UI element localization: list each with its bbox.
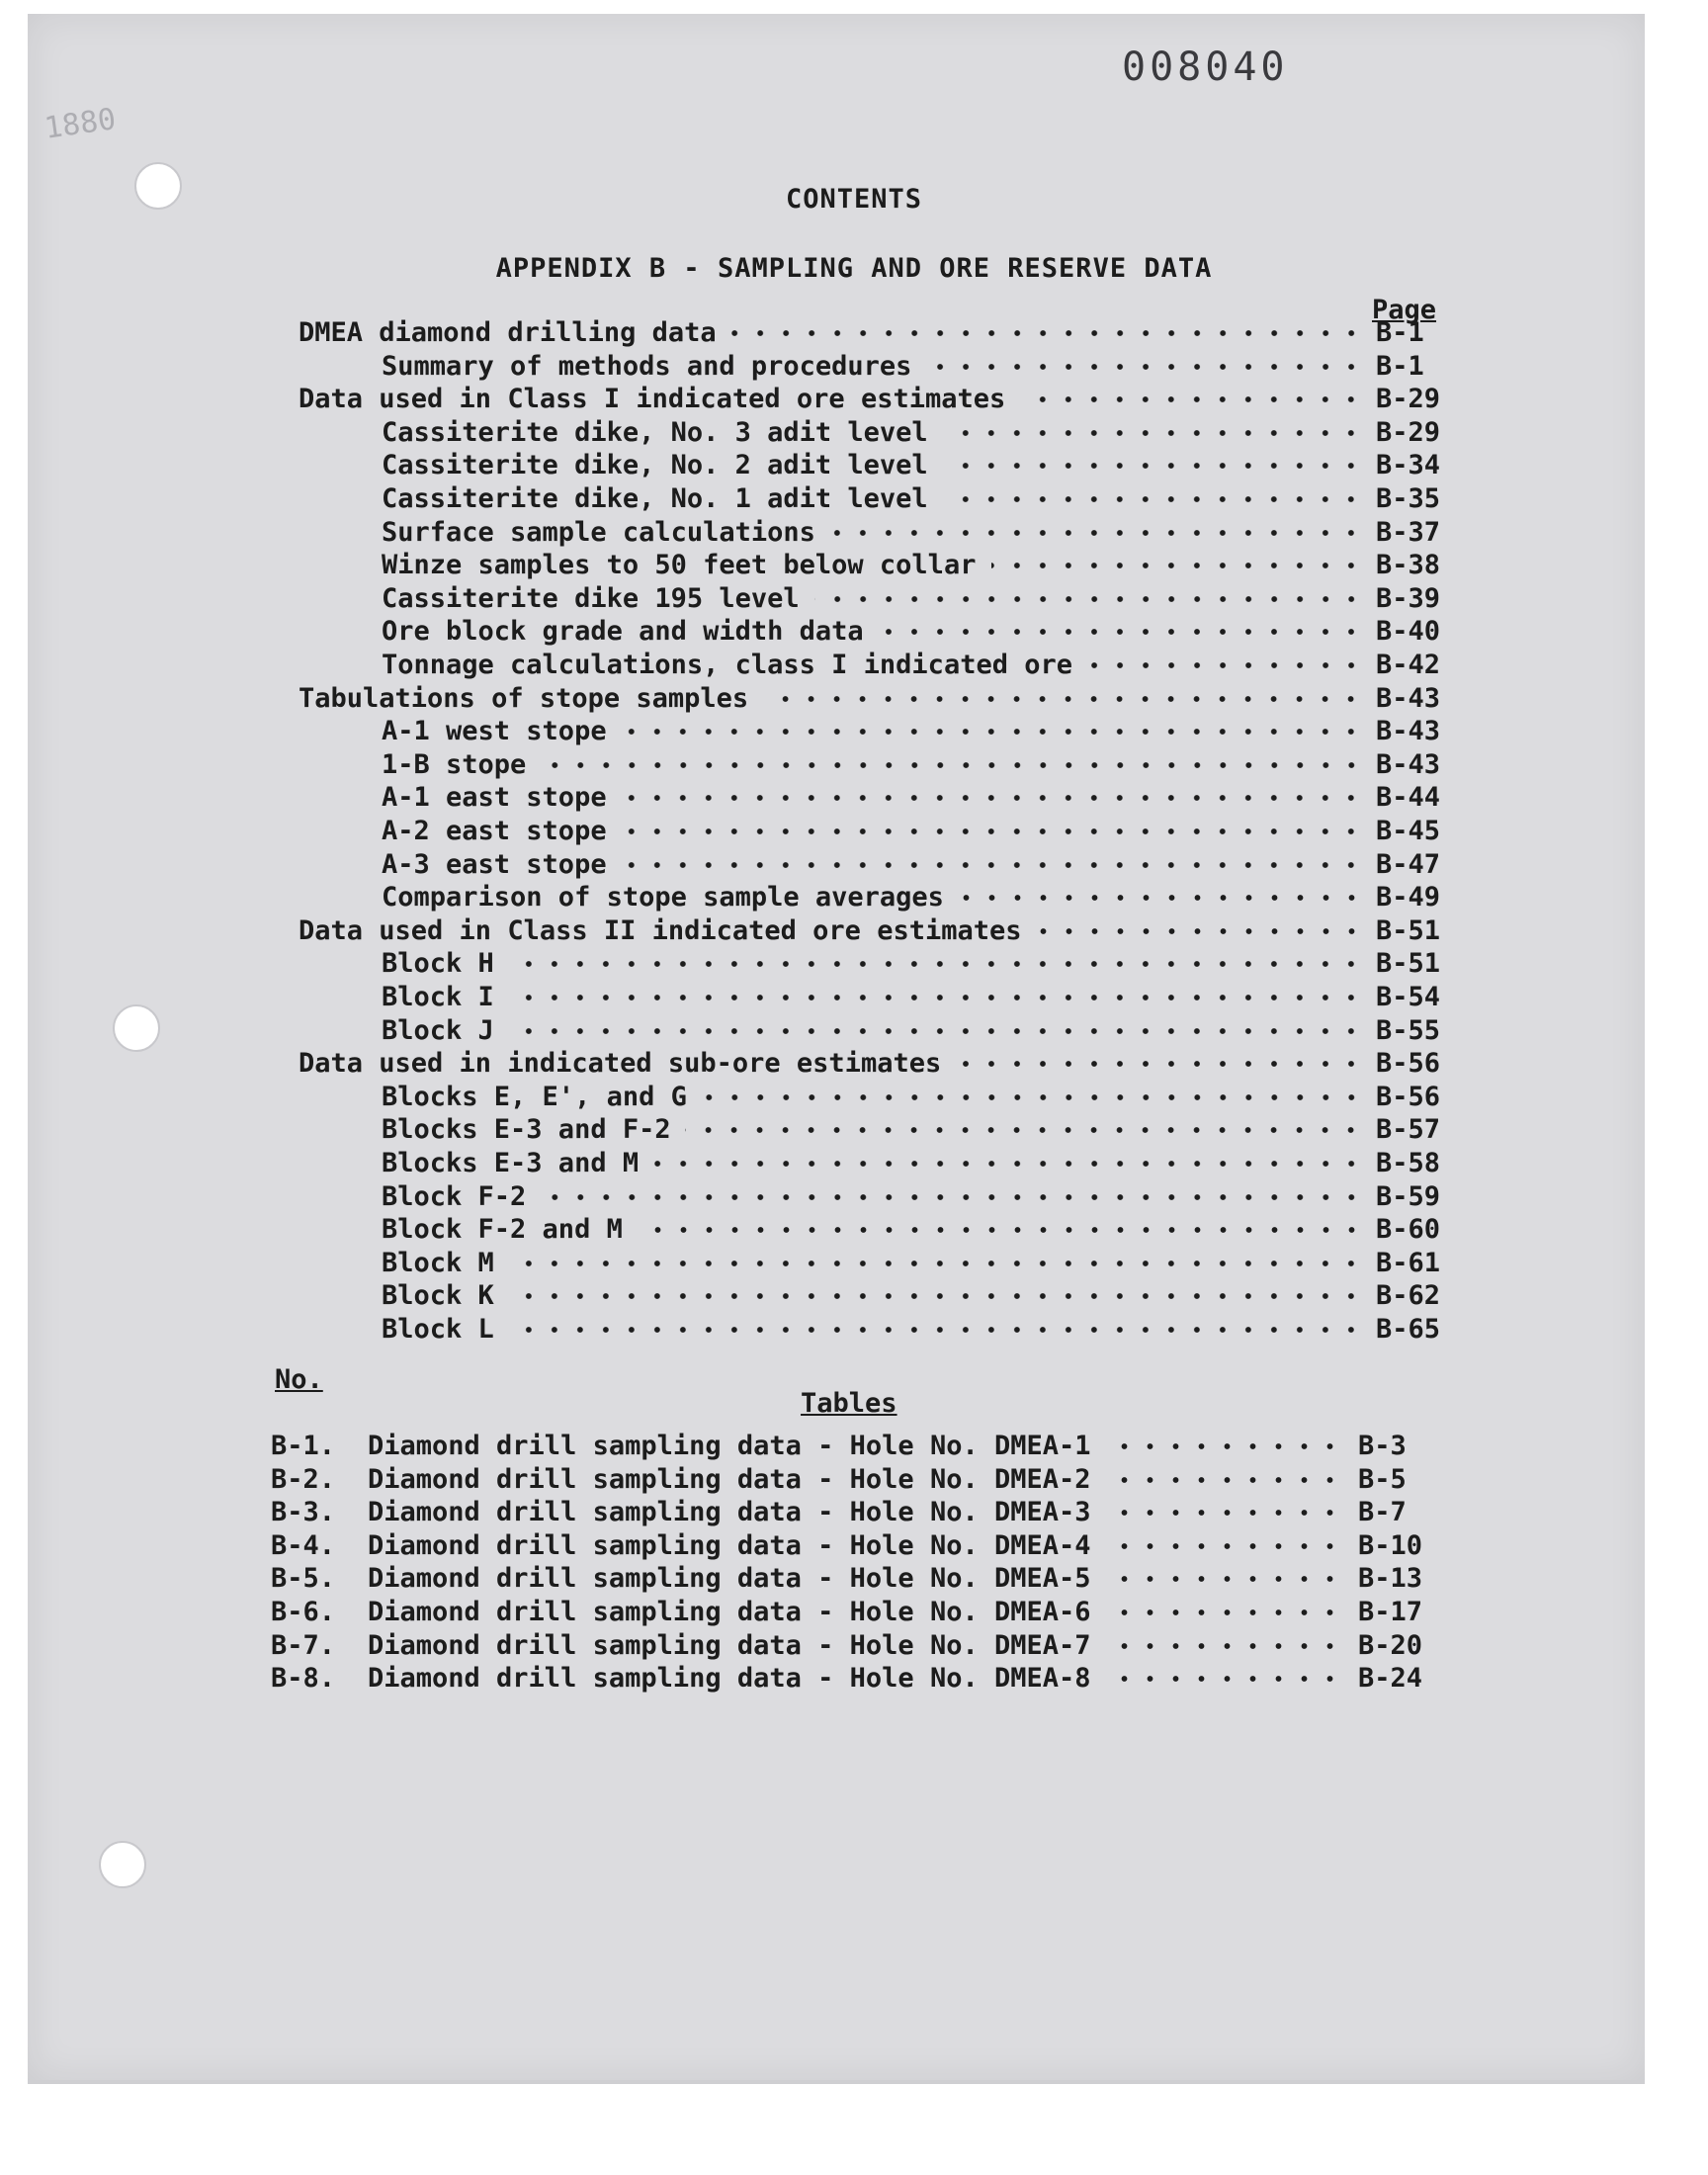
contents-row [382,748,1455,782]
table-entry-number: B-7. [271,1629,336,1661]
table-entry-number: B-4. [271,1529,336,1561]
contents-row [382,1213,1455,1247]
table-entry-row [271,1430,1437,1463]
contents-row [382,981,1455,1014]
contents-row [299,914,1455,948]
table-entry-row [271,1596,1437,1629]
contents-entry-page: B-37 [1376,516,1441,548]
dot-leader [927,350,1364,384]
table-entry-number: B-1. [271,1431,336,1461]
dot-leader [1113,1430,1343,1463]
contents-entry-page: B-65 [1376,1314,1441,1345]
dot-leader [1088,649,1364,682]
contents-entry-label: Cassiterite dike, No. 3 adit level [382,416,928,448]
table-entry-description: Diamond drill sampling data - Hole No. DMEA-2 [368,1463,1091,1495]
table-entry-page: B-7 [1358,1497,1407,1528]
contents-entry-label: A-2 east stope [382,816,607,846]
contents-entry-label: 1-B stope [382,748,527,780]
contents-row [382,1313,1455,1347]
dot-leader [1113,1463,1343,1497]
table-entry-description: Diamond drill sampling data - Hole No. DMEA-6 [368,1597,1091,1627]
dot-leader [943,449,1364,482]
table-entry-description: Diamond drill sampling data - Hole No. DMEA-5 [368,1563,1091,1595]
table-entry-number: B-6. [271,1597,336,1627]
table-entry-row [271,1496,1437,1529]
contents-row [382,615,1455,649]
contents-entry-label: Block H [382,948,494,980]
table-entry-page: B-13 [1358,1563,1423,1595]
contents-entry-page: B-38 [1376,550,1441,581]
dot-leader [814,582,1364,616]
dot-leader [943,416,1364,450]
table-entry-row [271,1463,1437,1497]
contents-row [382,947,1455,981]
contents-entry-label: Cassiterite dike, No. 2 adit level [382,450,928,481]
document-number: 008040 [1122,44,1289,90]
dot-leader [621,715,1364,748]
contents-entry-label: Winze samples to 50 feet below collar [382,550,977,581]
contents-row [382,781,1455,815]
dot-leader [508,947,1364,981]
dot-leader [991,549,1364,582]
contents-entry-page: B-58 [1376,1148,1441,1178]
table-entry-page: B-5 [1358,1463,1407,1495]
table-entry-row [271,1629,1437,1663]
dot-leader [1113,1529,1343,1563]
contents-row [382,449,1455,482]
contents-entry-page: B-43 [1376,716,1441,747]
contents-entry-label: Surface sample calculations [382,516,815,548]
dot-leader [508,1247,1364,1280]
page-column-label: Page [1372,295,1437,325]
contents-entry-page: B-62 [1376,1280,1441,1312]
table-entry-number: B-2. [271,1463,336,1495]
contents-entry-label: A-1 east stope [382,782,607,814]
contents-entry-label: Comparison of stope sample averages [382,882,944,914]
contents-entry-page: B-54 [1376,982,1441,1012]
contents-entry-page: B-1 [1376,350,1424,382]
contents-entry-label: A-1 west stope [382,716,607,747]
dot-leader [508,1279,1364,1313]
contents-entry-label: Blocks E-3 and F-2 [382,1114,671,1146]
contents-row [382,1113,1455,1147]
contents-entry-label: Block K [382,1280,494,1312]
contents-entry-label: Block J [382,1014,494,1046]
contents-entry-page: B-56 [1376,1081,1441,1112]
contents-row [382,1180,1455,1214]
dot-leader [508,1014,1364,1048]
contents-row [299,383,1455,416]
contents-entry-page: B-29 [1376,416,1441,448]
contents-row [299,316,1455,350]
contents-entry-label: Summary of methods and procedures [382,350,912,382]
contents-row [382,815,1455,848]
table-entry-description: Diamond drill sampling data - Hole No. DMEA-1 [368,1431,1091,1461]
dot-leader [1113,1629,1343,1663]
contents-entry-label: Tabulations of stope samples [299,682,749,714]
dot-leader [763,682,1364,716]
contents-row [299,682,1455,716]
contents-row [382,516,1455,550]
contents-entry-page: B-59 [1376,1180,1441,1212]
contents-row [382,1014,1455,1048]
dot-leader [621,815,1364,848]
table-entry-description: Diamond drill sampling data - Hole No. DMEA-3 [368,1497,1091,1528]
contents-entry-page: B-57 [1376,1114,1441,1146]
contents-entry-page: B-51 [1376,914,1441,946]
contents-entry-label: Data used in Class I indicated ore estimates [299,384,1006,415]
dot-leader [702,1081,1364,1114]
contents-row [382,549,1455,582]
dot-leader [508,981,1364,1014]
contents-entry-page: B-1 [1376,317,1424,348]
contents-list [0,316,1708,1364]
table-entry-page: B-24 [1358,1663,1423,1695]
contents-entry-page: B-29 [1376,384,1441,415]
dot-leader [638,1213,1365,1247]
contents-entry-page: B-43 [1376,748,1441,780]
contents-entry-label: Blocks E, E', and G [382,1081,687,1112]
contents-entry-page: B-49 [1376,882,1441,914]
appendix-subtitle: APPENDIX B - SAMPLING AND ORE RESERVE DATA [495,253,1213,284]
dot-leader [1113,1596,1343,1629]
contents-row [382,350,1455,384]
tables-heading: Tables [801,1388,897,1419]
dot-leader [879,615,1364,649]
table-entry-description: Diamond drill sampling data - Hole No. DMEA-7 [368,1629,1091,1661]
dot-leader [653,1147,1364,1180]
contents-entry-page: B-35 [1376,483,1441,514]
contents-entry-page: B-40 [1376,616,1441,648]
contents-entry-page: B-51 [1376,948,1441,980]
table-entry-row [271,1562,1437,1596]
dot-leader [541,1180,1364,1214]
dot-leader [1113,1562,1343,1596]
contents-entry-page: B-42 [1376,650,1441,680]
sheet-bottom-edge [28,2080,1645,2084]
tables-number-column-label: No. [275,1364,323,1395]
contents-row [382,482,1455,516]
table-entry-number: B-5. [271,1563,336,1595]
contents-row [382,1279,1455,1313]
table-entry-description: Diamond drill sampling data - Hole No. DMEA-8 [368,1663,1091,1695]
contents-row [382,1147,1455,1180]
contents-entry-page: B-61 [1376,1247,1441,1278]
contents-row [382,881,1455,914]
contents-entry-label: Cassiterite dike, No. 1 adit level [382,483,928,514]
contents-entry-label: Data used in indicated sub-ore estimates [299,1048,942,1080]
tables-list [0,1430,1708,1726]
contents-entry-label: Block I [382,982,494,1012]
contents-entry-page: B-47 [1376,848,1441,880]
faded-stamp: 1880 [42,102,119,146]
table-entry-page: B-10 [1358,1529,1423,1561]
contents-entry-label: Block M [382,1247,494,1278]
contents-row [382,582,1455,616]
dot-leader [1021,383,1364,416]
contents-row [382,1247,1455,1280]
dot-leader [1113,1496,1343,1529]
dot-leader [508,1313,1364,1347]
dot-leader [957,1047,1364,1081]
dot-leader [830,516,1364,550]
dot-leader [685,1113,1364,1147]
contents-entry-label: Data used in Class II indicated ore estimates [299,914,1022,946]
contents-row [382,848,1455,882]
table-entry-page: B-20 [1358,1629,1423,1661]
dot-leader [960,881,1365,914]
dot-leader [1038,914,1365,948]
contents-row [382,416,1455,450]
contents-entry-label: Block F-2 [382,1180,527,1212]
contents-entry-page: B-39 [1376,582,1441,614]
dot-leader [541,748,1364,782]
contents-entry-label: Tonnage calculations, class I indicated ore [382,650,1072,680]
dot-leader [621,848,1364,882]
table-entry-page: B-3 [1358,1431,1407,1461]
dot-leader [943,482,1364,516]
contents-entry-page: B-34 [1376,450,1441,481]
dot-leader [731,316,1364,350]
dot-leader [1113,1662,1343,1696]
contents-row [382,715,1455,748]
contents-entry-page: B-44 [1376,782,1441,814]
contents-entry-label: Blocks E-3 and M [382,1148,640,1178]
table-entry-description: Diamond drill sampling data - Hole No. DMEA-4 [368,1529,1091,1561]
table-entry-row [271,1662,1437,1696]
table-entry-page: B-17 [1358,1597,1423,1627]
contents-entry-page: B-43 [1376,682,1441,714]
punch-hole-bottom [99,1841,146,1888]
contents-entry-label: DMEA diamond drilling data [299,317,717,348]
table-entry-row [271,1529,1437,1563]
page-title: CONTENTS [785,184,923,215]
contents-entry-label: A-3 east stope [382,848,607,880]
contents-entry-label: Cassiterite dike 195 level [382,582,800,614]
contents-entry-page: B-55 [1376,1014,1441,1046]
contents-entry-page: B-60 [1376,1214,1441,1246]
contents-entry-page: B-56 [1376,1048,1441,1080]
contents-entry-page: B-45 [1376,816,1441,846]
table-entry-number: B-8. [271,1663,336,1695]
contents-entry-label: Ore block grade and width data [382,616,864,648]
contents-entry-label: Block L [382,1314,494,1345]
contents-row [382,1081,1455,1114]
dot-leader [621,781,1364,815]
table-entry-number: B-3. [271,1497,336,1528]
contents-row [382,649,1455,682]
contents-entry-label: Block F-2 and M [382,1214,623,1246]
contents-row [299,1047,1455,1081]
